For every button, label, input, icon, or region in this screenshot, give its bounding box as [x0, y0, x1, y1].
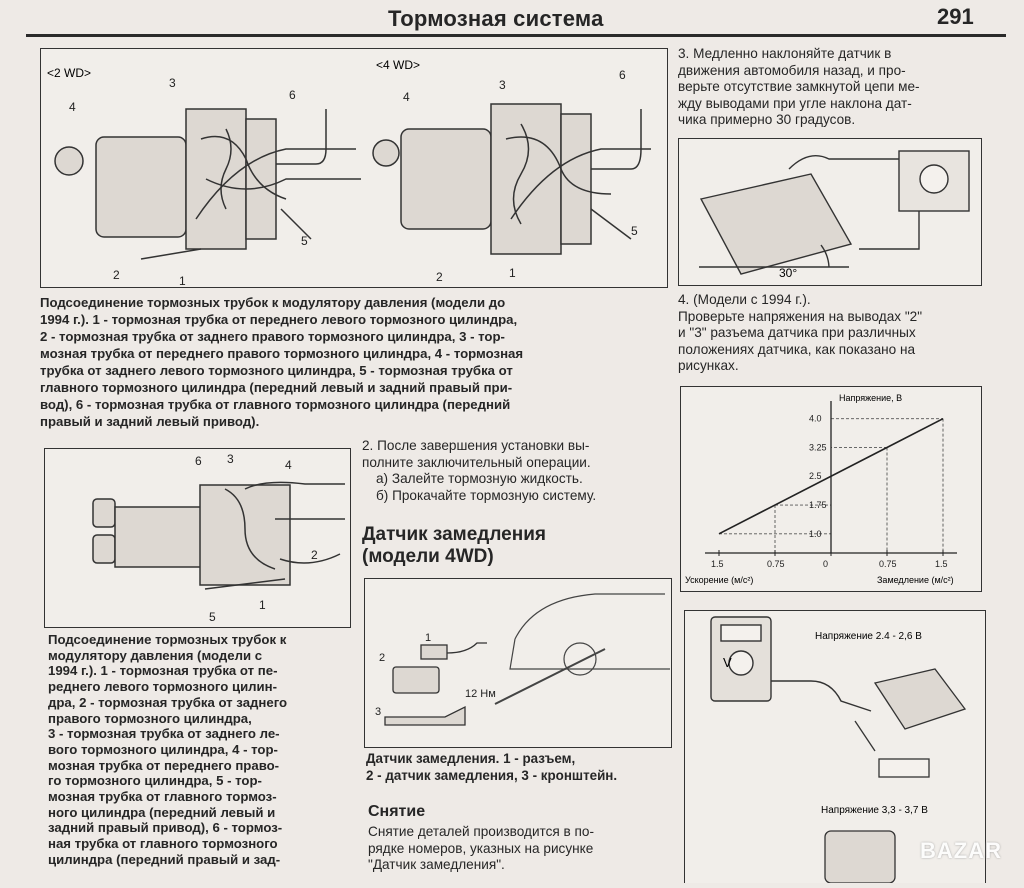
chart-y-tick-label: 4.0 [809, 413, 822, 424]
chart-x-label-left: Ускорение (м/с²) [685, 575, 754, 585]
chart-x-label-right: Замедление (м/с²) [877, 575, 954, 585]
car-outline [495, 594, 670, 704]
voltage-label-a: Напряжение 2.4 - 2,6 В [815, 631, 922, 642]
caption-line: правый и задний левый привод). [40, 414, 260, 429]
removal-heading: Снятие [368, 803, 426, 820]
figure-tilt-test [678, 138, 982, 286]
step-3-line: чика примерно 30 градусов. [678, 112, 856, 127]
step-3-line: верьте отсутствие замкнутой цепи ме- [678, 79, 920, 94]
callout-2wd-5: 5 [301, 234, 308, 248]
callout-sensor-3: 3 [375, 706, 382, 718]
caption-line: вод), 6 - тормозная трубка от главного тормозного цилиндра (передний [40, 397, 511, 412]
section-heading [362, 524, 546, 568]
callout-1994-1: 1 [259, 598, 266, 612]
step-4-line: положениях датчика, как показано на [678, 341, 916, 357]
removal-line: рядке номеров, указных на рисунке [368, 840, 594, 856]
chart-x-tick-label: 0.75 [879, 559, 897, 569]
chart-y-tick-label: 1.75 [809, 500, 827, 511]
watermark: BAZAR [920, 838, 1002, 863]
tilt-angle: 30° [779, 266, 798, 280]
step-4-line: и "3" разъема датчика при различных [678, 325, 916, 340]
caption-modulator-1994 [48, 632, 354, 868]
chart-y-label: Напряжение, В [839, 393, 903, 403]
caption-line: мозная трубка от переднего право- [48, 757, 280, 773]
step-3-line: движения автомобиля назад, и про- [678, 62, 906, 78]
caption-line: трубка от заднего левого тормозного цилиндра, 5 - тормозная трубка от [40, 363, 513, 378]
voltage-label-b: Напряжение 3,3 - 3,7 В [821, 805, 928, 816]
callout-1994-5: 5 [209, 610, 216, 624]
callout-2wd-2: 2 [113, 268, 120, 282]
caption-line: цилиндра (передний правый и зад- [48, 851, 281, 867]
callout-1994-3: 3 [227, 452, 234, 466]
figure-voltage-chart [680, 386, 982, 592]
callout-1994-4: 4 [285, 458, 292, 472]
step-2-line: а) Залейте тормозную жидкость. [376, 471, 583, 486]
voltage-chart [681, 387, 981, 591]
tilt-sensor [699, 151, 969, 274]
callout-4wd-1: 1 [509, 266, 516, 280]
step-2-line: полните заключительный операции. [362, 454, 591, 470]
chart-x-tick-label: 1.5 [711, 559, 724, 569]
meter-symbol: V [723, 655, 732, 670]
caption-line: мозная трубка от главного тормоз- [48, 789, 277, 805]
caption-line: дра, 2 - тормозная трубка от заднего [48, 694, 288, 710]
removal-text [368, 824, 678, 874]
callout-4wd-5: 5 [631, 224, 638, 238]
removal-line: "Датчик замедления". [368, 857, 505, 872]
heading-line: (модели 4WD) [362, 546, 494, 567]
callout-sensor-1: 1 [425, 632, 432, 644]
modulator-4wd [373, 104, 651, 254]
callout-sensor-2: 2 [379, 652, 386, 664]
figure-modulator-1994 [44, 448, 351, 628]
caption-line: Подсоединение тормозных трубок к [48, 632, 287, 647]
figure-decel-sensor [364, 578, 672, 748]
callout-4wd-4: 4 [403, 90, 410, 104]
caption-line: Подсоединение тормозных трубок к модулятору давления (модели до [40, 295, 506, 310]
chart-x-tick-label: 0.75 [767, 559, 785, 569]
step-4 [678, 292, 1008, 375]
label-4wd: <4 WD> [376, 58, 421, 72]
decel-sensor-drawing [365, 579, 671, 747]
caption-line: вого тормозного цилиндра, 4 - тор- [48, 741, 278, 757]
tilt-test-drawing [679, 139, 981, 285]
caption-line: задний правый привод), 6 - тормоз- [48, 820, 283, 836]
caption-line: главного тормозного цилиндра (передний левый и задний правый при- [40, 380, 513, 395]
heading-line: Датчик замедления [362, 524, 546, 545]
step-3 [678, 46, 1008, 129]
callout-1994-6: 6 [195, 454, 202, 468]
caption-line: го тормозного цилиндра, 5 - тор- [48, 773, 262, 789]
header-rule [26, 34, 1006, 37]
chart-y-ticks [809, 414, 827, 539]
caption-line: мозная трубка от переднего правого тормозного цилиндра, 4 - тормозная [40, 346, 524, 361]
removal-line: Снятие деталей производится в по- [368, 824, 594, 839]
caption-line: Датчик замедления. 1 - разъем, [366, 751, 576, 766]
callout-2wd-1: 1 [179, 274, 186, 287]
sensor-parts [385, 643, 487, 725]
step-3-line: 3. Медленно наклоняйте датчик в [678, 46, 892, 61]
step-4-line: рисунках. [678, 358, 739, 373]
caption-line: ная трубка от главного тормозного [48, 836, 278, 852]
step-4-line: Проверьте напряжения на выводах "2" [678, 308, 923, 324]
step-2-line: 2. После завершения установки вы- [362, 438, 590, 453]
caption-modulator-pre1994 [40, 294, 670, 430]
callout-2wd-4: 4 [69, 100, 76, 114]
caption-line: правого тормозного цилиндра, [48, 710, 252, 726]
modulator-pre1994-drawing [41, 49, 667, 287]
step-3-line: жду выводами при угле наклона дат- [678, 95, 912, 111]
step-2-line: б) Прокачайте тормозную систему. [376, 487, 597, 503]
caption-decel-sensor [366, 750, 676, 784]
step-2 [362, 438, 672, 504]
page-title: Тормозная система [388, 6, 604, 31]
callout-1994-2: 2 [311, 548, 318, 562]
callout-2wd-6: 6 [289, 88, 296, 102]
caption-line: 1994 г.). 1 - тормозная трубка от пе- [48, 663, 278, 679]
modulator-2wd [55, 109, 361, 259]
page-number: 291 [937, 4, 974, 29]
chart-y-tick-label: 3.25 [809, 442, 827, 453]
callout-4wd-3: 3 [499, 78, 506, 92]
step-4-line: 4. (Модели с 1994 г.). [678, 292, 811, 307]
caption-line: модулятору давления (модели с [48, 647, 263, 663]
modulator-1994-drawing [45, 449, 350, 627]
caption-line: 2 - тормозная трубка от заднего правого тормозного цилиндра, 3 - тор- [40, 329, 505, 344]
modulator-1994 [93, 482, 345, 589]
chart-x-tick-label: 0 [823, 559, 829, 569]
figure-modulator-pre1994 [40, 48, 668, 288]
chart-x-tick-label: 1.5 [935, 559, 948, 569]
chart-y-tick-label: 1.0 [809, 528, 822, 539]
callout-2wd-3: 3 [169, 76, 176, 90]
callout-4wd-2: 2 [436, 270, 443, 284]
caption-line: 1994 г.). 1 - тормозная трубка от переднего левого тормозного цилиндра, [40, 312, 518, 327]
caption-line: ного цилиндра (передний левый и [48, 804, 276, 820]
label-2wd: <2 WD> [47, 66, 92, 80]
caption-line: реднего левого тормозного цилин- [48, 679, 278, 695]
caption-line: 3 - тормозная трубка от заднего ле- [48, 726, 280, 742]
caption-line: 2 - датчик замедления, 3 - кронштейн. [366, 768, 618, 783]
torque-value: 12 Нм [465, 688, 496, 700]
callout-4wd-6: 6 [619, 68, 626, 82]
chart-y-tick-label: 2.5 [809, 471, 822, 482]
